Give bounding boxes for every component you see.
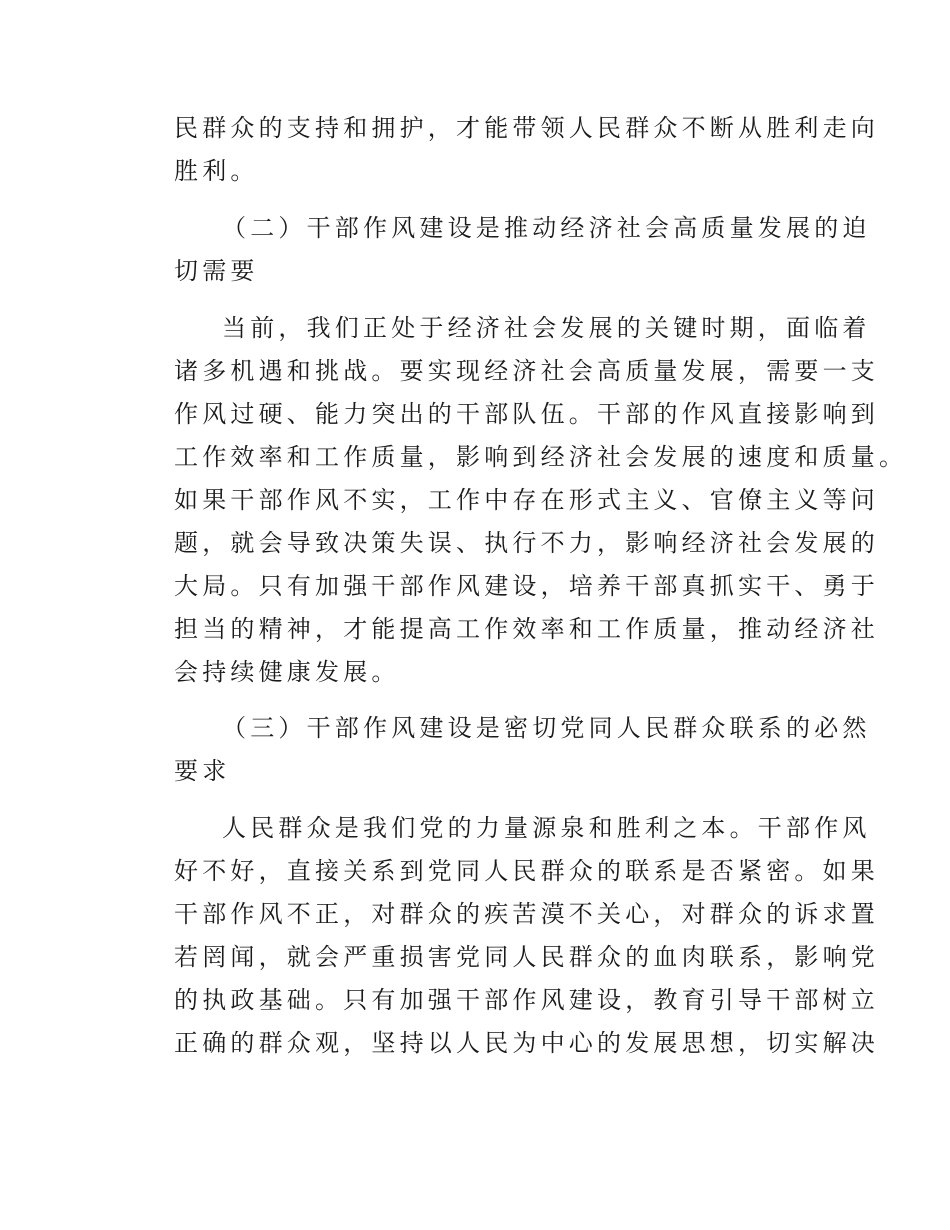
text-line: 正确的群众观，坚持以人民为中心的发展思想，切实解决	[174, 1029, 879, 1057]
text-line: 大局。只有加强干部作风建设，培养干部真抓实干、勇于	[174, 572, 879, 600]
text-line: 会持续健康发展。	[174, 658, 400, 686]
text-line: 民群众的支持和拥护，才能带领人民群众不断从胜利走向	[174, 114, 879, 142]
text-line: 人民群众是我们党的力量源泉和胜利之本。干部作风	[222, 814, 871, 842]
text-line: 工作效率和工作质量，影响到经济社会发展的速度和质量。	[174, 443, 908, 471]
text-line: 诸多机遇和挑战。要实现经济社会高质量发展，需要一支	[174, 357, 879, 385]
text-line: 题，就会导致决策失误、执行不力，影响经济社会发展的	[174, 529, 879, 557]
text-line: 当前，我们正处于经济社会发展的关键时期，面临着	[222, 314, 871, 342]
section-heading-3: （三）干部作风建设是密切党同人民群众联系的必然	[222, 714, 871, 742]
text-line: 作风过硬、能力突出的干部队伍。干部的作风直接影响到	[174, 400, 879, 428]
text-line: 担当的精神，才能提高工作效率和工作质量，推动经济社	[174, 615, 879, 643]
text-line: 干部作风不正，对群众的疾苦漠不关心，对群众的诉求置	[174, 900, 879, 928]
text-line: 的执政基础。只有加强干部作风建设，教育引导干部树立	[174, 986, 879, 1014]
text-line: 如果干部作风不实，工作中存在形式主义、官僚主义等问	[174, 486, 879, 514]
section-heading-2-cont: 切需要	[174, 257, 259, 285]
text-line: 若罔闻，就会严重损害党同人民群众的血肉联系，影响党	[174, 943, 879, 971]
section-heading-3-cont: 要求	[174, 757, 231, 785]
section-heading-2: （二）干部作风建设是推动经济社会高质量发展的迫	[222, 214, 871, 242]
text-line: 好不好，直接关系到党同人民群众的联系是否紧密。如果	[174, 857, 879, 885]
text-line: 胜利。	[174, 157, 259, 185]
